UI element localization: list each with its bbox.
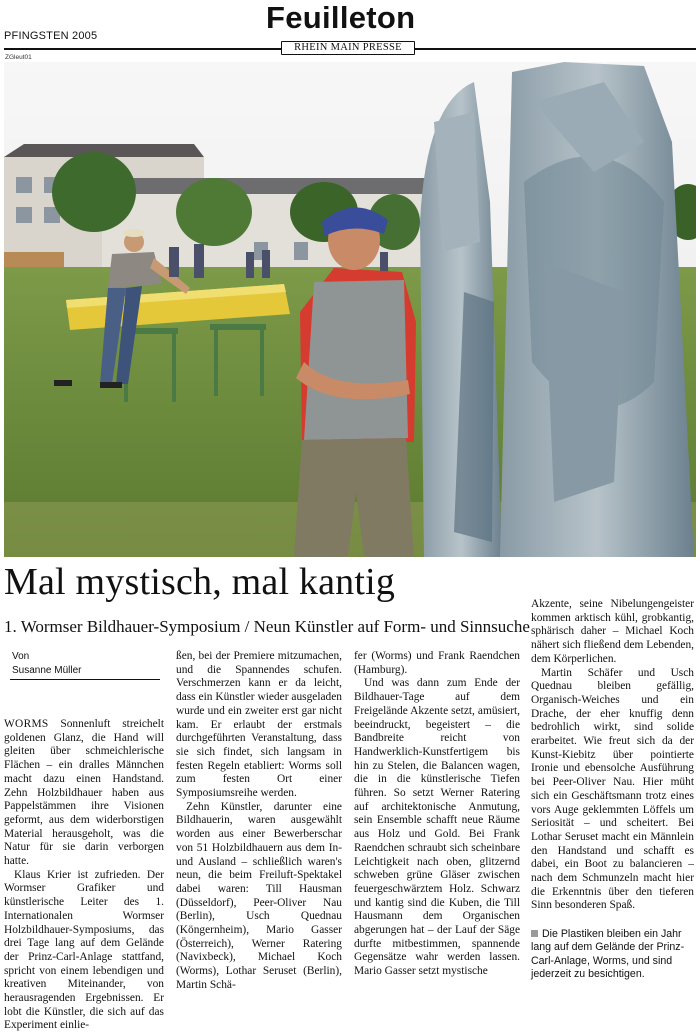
author-name: Susanne Müller — [12, 665, 82, 676]
byline — [12, 650, 162, 678]
issue-date: PFINGSTEN 2005 — [4, 30, 98, 42]
paragraph-text: Sonnenluft streichelt goldenen Glanz, die Hand will gleiten über schmeichlerische Flächen – ein dralles Männchen macht dazu einen Handstand. Zehn Holzbildhauer haben aus Pappelstämmen ihre Visionen geformt, aus dem widerborstigen Material herausgeholt, was die Natur für sie darin verborgen hatte. — [4, 718, 164, 868]
paragraph: fer (Worms) und Frank Raendchen (Hamburg). — [354, 650, 520, 676]
wood-sculpture — [420, 62, 694, 557]
paragraph: Akzente, seine Nibelungengeister kommen arktisch kühl, grobkantig, sphärisch daher – Michael Koch nähert sich fließend dem Lebenden, dem Körperlichen. — [531, 598, 694, 665]
paragraph: ßen, bei der Premiere mitzumachen, und die Spannendes schufen. Verschmerzen kann er da leicht, dass ein Künstler wieder ausgeladen wurde und ein zweiter erst gar nicht kam. Er erlaubt der erstmals durchgeführten Veranstaltung, dass sie sich findet, sich langsam in festen Regeln etabliert: Worms soll zum festen Ort einer Symposiumsreihe werden. — [176, 650, 342, 800]
page-reference: ZGleut01 — [5, 54, 32, 61]
paragraph: Und was dann zum Ende der Bildhauer-Tage auf dem Freigelände Akzente setzt, amüsiert, beeindruckt, begeistert – die Bandbreite reicht von Handwerklich-Kunstfertigem bis hin zu Stelen, die Balancen wagen, die in die künstlerische Tiefen führen. So setzt Werner Ratering auf architektonische Anmutung, sein Ensemble schafft neue Räume aus Holz und Gold. Bei Frank Raendchen schraubt sich scheinbare Leichtigkeit nach oben, glitzernd schweben grüne Gläser zwischen feuergeschwärztem Holz. Schwarz und kantig sind die Kuben, die Till Hausmann dem Organischen abgerungen hat – der Lauf der Säge durfte mitbestimmen, spannende Gegensätze wahr werden lassen. Mario Gasser setzt mystische — [354, 677, 520, 978]
article-column-3 — [354, 650, 520, 979]
article-photo — [4, 62, 696, 557]
article-column-2 — [176, 650, 342, 993]
paragraph: Martin Schäfer und Usch Quednau bleiben gefällig, Organisch-Weiches und ein Drache, der eher knuffig denn bedrohlich wirkt, sind solide erarbeitet. Wie freut sich da der Kunst-Kiebitz über pointierte Ironie und ebensolche Ausführung bei Peer-Oliver Nau. Hier müht sich ein Geschäftsmann trotz eines vors Auge geklemmten Löffels um Seriosität – und scheitert. Bei Lothar Seruset macht ein Männlein den Handstand und schafft es dabei, ein Boot zu balancieren – nach dem Schmunzeln macht hier die Erkenntnis über den tieferen Sinn besonderen Spaß. — [531, 666, 694, 912]
subheadline: 1. Wormser Bildhauer-Symposium / Neun Künstler auf Form- und Sinnsuche — [4, 617, 530, 636]
article-column-4 — [531, 598, 694, 913]
paragraph: Zehn Künstler, darunter eine Bildhauerin, waren ausgewählt worden aus einer Bewerberschar von 51 Holzbildhauern aus dem In- und Ausland – schließlich waren's neun, die beim Freiluft-Spektakel dabei waren: Till Hausman (Düsseldorf), Peer-Oliver Nau (Berlin), Usch Quednau (Köngernheim), Mario Gasser (Österreich), Werner Ratering (Navixbeck), Michael Koch (Worms), Lothar Seruset (Berlin), Martin Schä- — [176, 800, 342, 991]
paragraph — [4, 718, 164, 869]
byline-prefix: Von — [12, 651, 30, 662]
caption-text: Die Plastiken bleiben ein Jahr lang auf dem Gelände der Prinz-Carl-Anlage, Worms, und sind jederzeit zu besichtigen. — [531, 928, 685, 981]
caption-marker-icon — [531, 930, 538, 937]
headline: Mal mystisch, mal kantig — [4, 561, 396, 603]
byline-rule — [10, 679, 160, 680]
publisher-label: RHEIN MAIN PRESSE — [281, 41, 415, 55]
dateline: WORMS — [4, 718, 49, 730]
photo-caption — [531, 928, 691, 982]
article-column-1 — [4, 718, 164, 1033]
section-title: Feuilleton — [266, 0, 416, 35]
paragraph: Klaus Krier ist zufrieden. Der Wormser Grafiker und künstlerische Leiter des 1. Internationalen Wormser Holzbildhauer-Symposiums, das drei Tage lang auf dem Gelände der Prinz-Carl-Anlage stattfand, spricht von einem lebendigen und kreativen Miteinander, von herausragenden Ergebnissen. Er lobt die Künstler, die sich auf das Experiment einlie- — [4, 868, 164, 1032]
